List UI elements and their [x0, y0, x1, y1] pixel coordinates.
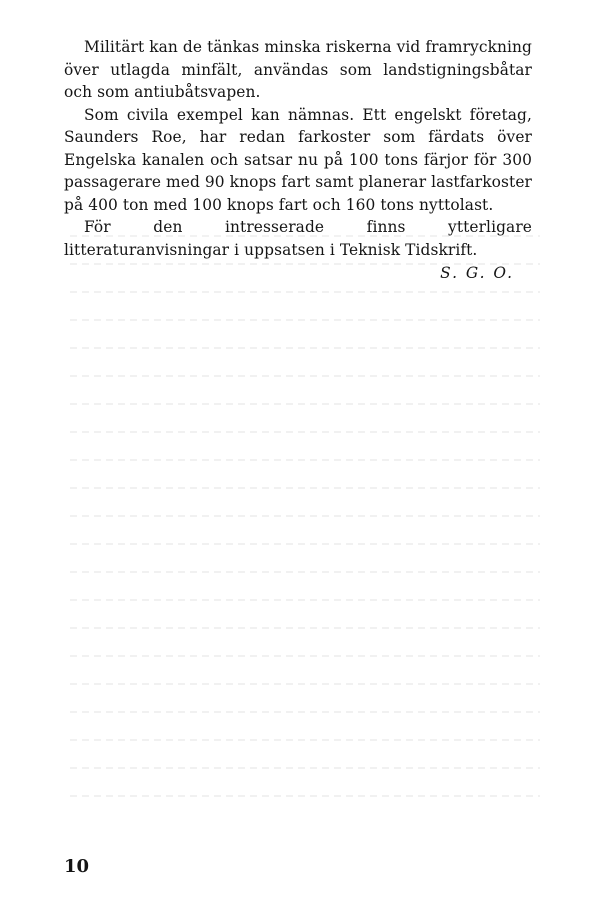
page-number: 10: [64, 856, 90, 877]
body-text: [64, 36, 532, 261]
paragraph-civil-examples: Som civila exempel kan nämnas. Ett engelskt företag, Saunders Roe, har redan farkoster som färdats över Engelska kanalen och satsar nu på 100 tons färjor för 300 passagerare med 90 knops fart samt planerar lastfarkoster på 400 ton med 100 knops fart och 160 tons nyttolast.: [64, 105, 532, 214]
reverse-side-show-through: [70, 235, 540, 823]
author-signature: S. G. O.: [440, 264, 514, 282]
paragraph-literature: För den intresserade finns ytterligare litteraturanvisningar i uppsatsen i Teknisk Tidskrift.: [64, 218, 532, 259]
paragraph-military: Militärt kan de tänkas minska riskerna vid framryckning över utlagda minfält, användas som landstigningsbåtar och som antiubåtsvapen.: [64, 38, 532, 101]
